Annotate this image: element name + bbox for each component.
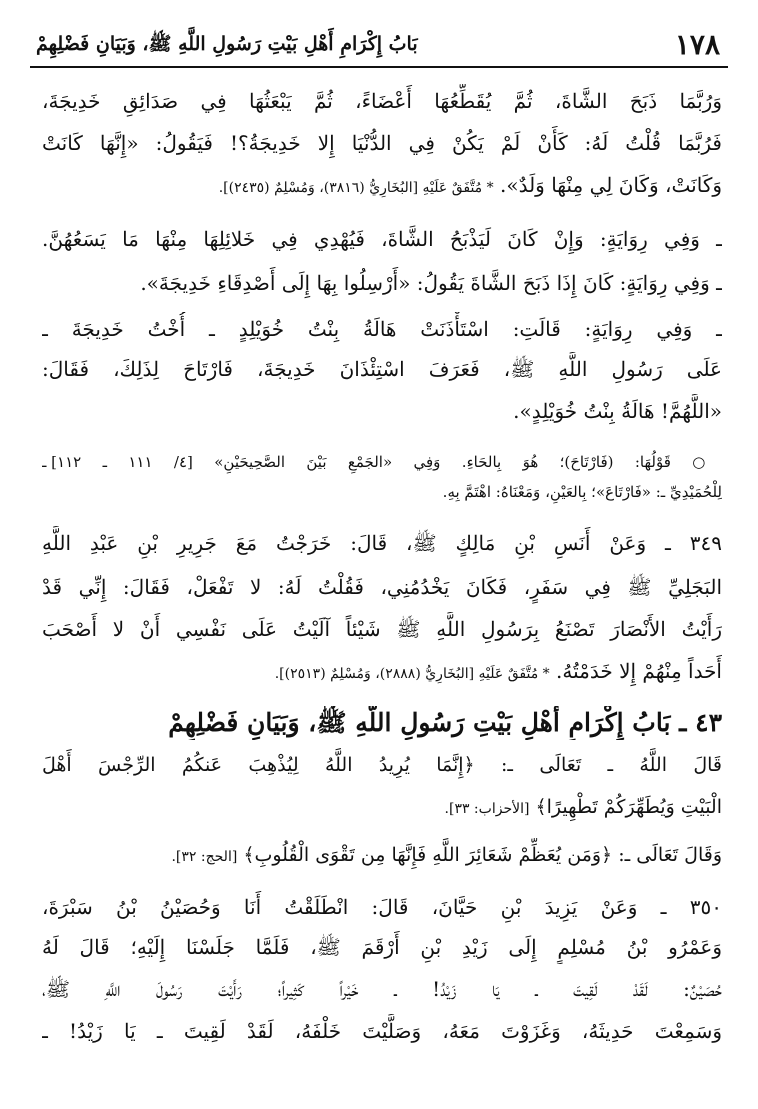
text-line: وَسَمِعْتَ حَدِيثَهُ، وَغَزَوْتَ مَعَهُ، وَصَلَّيْتَ خَلْفَهُ، لَقَدْ لَقِيتَ ـ يَا زَيْدُ! ـ [42, 1019, 722, 1043]
text-line: عَلَى رَسُولِ اللَّهِ ﷺ، فَعَرَفَ اسْتِئْذَانَ خَدِيجَةَ، فَارْتَاحَ لِذَلِكَ، فَقَالَ: [42, 357, 722, 381]
text-line: حُصَيْنٌ: لَقَدْ لَقِيتَ ـ يَا زَيْدُ! ـ خَيْراً كَثِيراً؛ رَأَيْتَ رَسُولَ اللَّهِ ﷺ، [42, 977, 722, 1001]
chapter-heading: ٤٣ ـ بَابُ إِكْرَامِ أَهْلِ بَيْتِ رَسُولِ اللَّهِ ﷺ، وَبَيَانِ فَضْلِهِمْ [168, 708, 722, 737]
page-header [30, 28, 728, 62]
running-title: بَابُ إِكْرَامِ أَهْلِ بَيْتِ رَسُولِ اللَّهِ ﷺ، وَبَيَانِ فَضْلِهِمْ [36, 33, 418, 55]
hadith-citation: * مُتَّفَقٌ عَلَيْهِ [البُخَارِيُّ (٢٨٨٨)، وَمُسْلِمٌ (٢٥١٣)]. [274, 666, 550, 682]
text-line: «اللَّهُمَّ! هَالَةُ بِنْتُ خُوَيْلِدٍ». [513, 399, 722, 423]
text-line: فَرُبَّمَا قُلْتُ لَهُ: كَأَنْ لَمْ يَكُنْ فِي الدُّنْيَا إِلا خَدِيجَةُ؟! فَيَقُولُ: «إِنَّهَا كَانَتْ [42, 131, 722, 155]
text-line: وَعَمْرُو بْنُ مُسْلِمٍ إِلَى زَيْدِ بْنِ أَرْقَمَ ﷺ، فَلَمَّا جَلَسْنَا إِلَيْهِ؛ قَالَ لَهُ [42, 935, 722, 959]
verse-citation: [الأحزاب: ٣٣]. [444, 801, 530, 817]
text-line: البَجَلِيِّ ﷺ فِي سَفَرٍ، فَكَانَ يَخْدُمُنِي، فَقُلْتُ لَهُ: لا تَفْعَلْ، فَقَالَ: إِنِّي قَدْ [42, 575, 722, 599]
quran-verse-line: وَقَالَ تَعَالَى ـ: ﴿وَمَن يُعَظِّمْ شَعَائِرَ اللَّهِ فَإِنَّهَا مِن تَقْوَى الْقُلُوبِ﴾ [الحج: ٣٢]. [171, 844, 722, 866]
text-line: ـ وَفِي رِوَايَةٍ: كَانَ إِذَا ذَبَحَ الشَّاةَ يَقُولُ: «أَرْسِلُوا بِهَا إِلَى أَصْدِقَاءِ خَدِيجَةَ». [140, 271, 722, 295]
text-line: رَأَيْتُ الأَنْصَارَ تَصْنَعُ بِرَسُولِ اللَّهِ ﷺ شَيْئاً آلَيْتُ عَلَى نَفْسِي أَنْ لا أَصْحَبَ [42, 617, 722, 641]
header-rule [30, 66, 728, 68]
text-line: ـ وَفِي رِوَايَةٍ: وَإِنْ كَانَ لَيَذْبَحُ الشَّاةَ، فَيُهْدِي فِي خَلائِلِهَا مِنْهَا مَا يَسَعُهُنَّ. [42, 227, 722, 251]
text-line: أَحَداً مِنْهُمْ إِلا خَدَمْتُهُ. * مُتَّفَقٌ عَلَيْهِ [البُخَارِيُّ (٢٨٨٨)، وَمُسْلِمٌ (٢٥١٣)]. [274, 659, 722, 683]
text-line: وَكَانَتْ، وَكَانَ لِي مِنْهَا وَلَدٌ». * مُتَّفَقٌ عَلَيْهِ [البُخَارِيُّ (٣٨١٦)، وَمُسْلِمٌ (٢٤٣٥)]. [218, 173, 722, 197]
hadith-citation: * مُتَّفَقٌ عَلَيْهِ [البُخَارِيُّ (٣٨١٦)، وَمُسْلِمٌ (٢٤٣٥)]. [218, 180, 494, 196]
text-line: ٣٤٩ ـ وَعَنْ أَنَسِ بْنِ مَالِكٍ ﷺ، قَالَ: خَرَجْتُ مَعَ جَرِيرِ بْنِ عَبْدِ اللَّهِ [42, 531, 722, 555]
footnote-line: لِلْحُمَيْدِيِّ ـ: «فَارْتَاعَ»؛ بِالعَيْنِ، وَمَعْنَاهُ: اهْتَمَّ بِهِ. [442, 483, 722, 501]
text-line: ٣٥٠ ـ وَعَنْ يَزِيدَ بْنِ حَيَّانَ، قَالَ: انْطَلَقْتُ أَنَا وَحُصَيْنُ بْنُ سَبْرَةَ، [42, 895, 722, 919]
quran-verse-line: الْبَيْتِ وَيُطَهِّرَكُمْ تَطْهِيرًا﴾ [الأحزاب: ٣٣]. [444, 796, 722, 818]
verse-citation: [الحج: ٣٢]. [171, 849, 238, 865]
quran-verse-line: قَالَ اللَّهُ ـ تَعَالَى ـ: ﴿إِنَّمَا يُرِيدُ اللَّهُ لِيُذْهِبَ عَنكُمُ الرِّجْسَ أَهْلَ [42, 754, 722, 776]
text-line: وَرُبَّمَا ذَبَحَ الشَّاةَ، ثُمَّ يُقَطِّعُهَا أَعْضَاءً، ثُمَّ يَبْعَثُهَا فِي صَدَائِقِ خَدِيجَةَ، [42, 89, 722, 113]
footnote-line: ○ قَوْلُهَا: (فَارْتَاحَ)؛ هُوَ بِالحَاءِ. وَفِي «الجَمْعِ بَيْنَ الصَّحِيحَيْنِ» [٤/ ١١١ ـ ١١٢] ـ [42, 453, 722, 471]
page-number: ١٧٨ [674, 28, 720, 61]
text-line: ـ وَفِي رِوَايَةٍ: قَالَتِ: اسْتَأْذَنَتْ هَالَةُ بِنْتُ خُوَيْلِدٍ ـ أُخْتُ خَدِيجَةَ ـ [42, 317, 722, 341]
